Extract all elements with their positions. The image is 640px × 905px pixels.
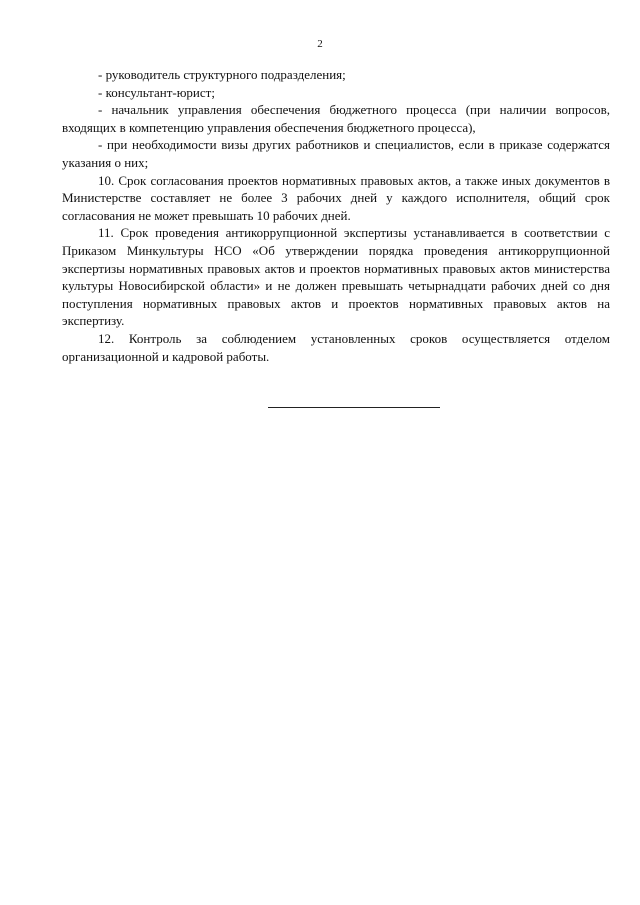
list-item-budget-head: - начальник управления обеспечения бюджетного процесса (при наличии вопросов, входящих в компетенцию управления обеспечения бюджетного процесса), [62,102,610,135]
page-number: 2 [317,38,323,50]
clause-10: 10. Срок согласования проектов нормативных правовых актов, а также иных документов в Министерстве составляет не более 3 рабочих дней у каждого исполнителя, общий срок согласования не может превышать 10 рабочих дней. [62,172,610,223]
list-item-structural-head: - руководитель структурного подразделения; [98,67,346,82]
clause-11: 11. Срок проведения антикоррупционной экспертизы устанавливается в соответствии с Приказом Минкультуры НСО «Об утверждении порядка проведения антикоррупционной экспертизы нормативных правовых актов и проектов нормативных правовых актов министерства культуры Новосибирской области» и не должен превышать четырнадцати рабочих дней со дня поступления нормативных правовых актов и проектов нормативных правовых актов на экспертизу. [62,225,610,329]
list-item-other-visas: - при необходимости визы других работников и специалистов, если в приказе содержатся указания о них; [62,137,610,170]
end-separator-line [268,407,440,408]
list-item-legal-consultant: - консультант-юрист; [98,84,215,100]
clause-12: 12. Контроль за соблюдением установленных сроков осуществляется отделом организационной и кадровой работы. [62,330,610,364]
document-body [62,66,610,365]
